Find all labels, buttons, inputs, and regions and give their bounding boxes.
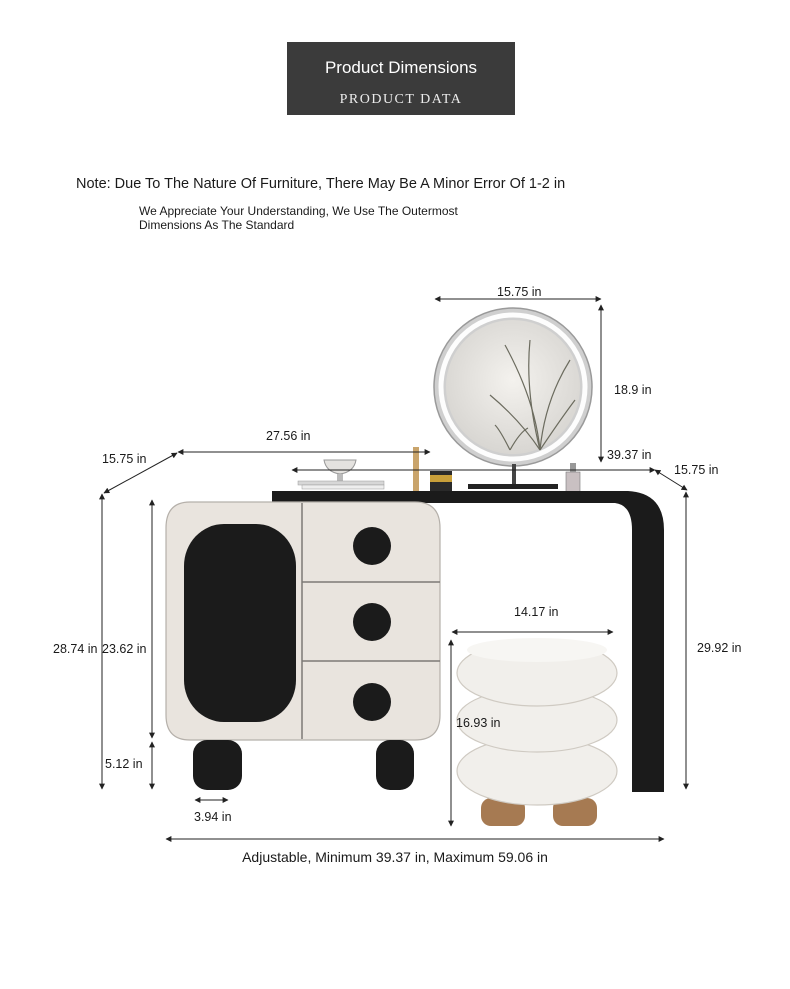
adjustable-length-note: Adjustable, Minimum 39.37 in, Maximum 59.06 in [242, 849, 548, 865]
dim-mirror-width: 15.75 in [497, 285, 542, 299]
dim-leg-width: 3.94 in [194, 810, 232, 824]
drawer-knob-middle [353, 603, 391, 641]
dim-table-depth: 15.75 in [674, 463, 719, 477]
cabinet-leg-right [376, 740, 414, 790]
dim-cabinet-height: 23.62 in [102, 642, 147, 656]
dim-table-height: 29.92 in [697, 641, 742, 655]
cabinet-leg-left [193, 740, 242, 790]
note-detail-line-2: Dimensions As The Standard [139, 218, 295, 232]
dim-total-height: 28.74 in [53, 642, 98, 656]
cabinet-door-panel [184, 524, 296, 722]
dim-table-width: 39.37 in [607, 448, 652, 462]
dim-stool-height: 16.93 in [456, 716, 501, 730]
boucle-stool [457, 638, 617, 826]
dim-leg-height: 5.12 in [105, 757, 143, 771]
error-note: Note: Due To The Nature Of Furniture, There May Be A Minor Error Of 1-2 in [76, 176, 566, 192]
drawer-knob-top [353, 527, 391, 565]
drawer-cabinet [166, 502, 440, 790]
dim-cabinet-depth: 15.75 in [102, 452, 147, 466]
dim-cabinet-top-width: 27.56 in [266, 429, 311, 443]
dim-stool-width: 14.17 in [514, 605, 559, 619]
note-detail-line-1: We Appreciate Your Understanding, We Use The Outermost [139, 204, 458, 218]
header-title: Product Dimensions [324, 58, 478, 77]
led-mirror [434, 308, 592, 489]
dim-mirror-height: 18.9 in [614, 383, 652, 397]
drawer-knob-bottom [353, 683, 391, 721]
header-subtitle: PRODUCT DATA [339, 92, 463, 107]
